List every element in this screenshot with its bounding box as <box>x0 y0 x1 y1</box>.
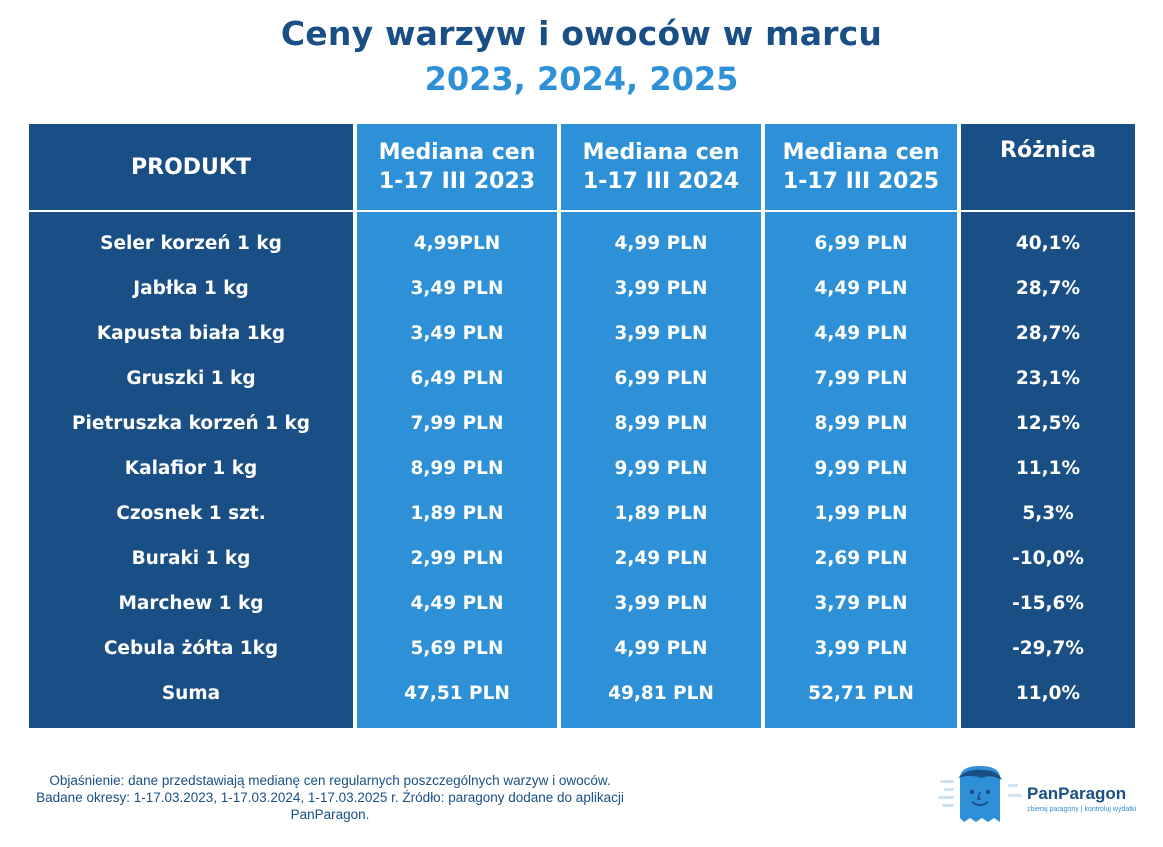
cell-diff: 11,1% <box>1015 458 1081 479</box>
cell-y2024: 3,99 PLN <box>614 278 708 299</box>
logo-tagline: zbieraj paragony | kontroluj wydatki <box>1027 806 1137 813</box>
header-2024-label: Mediana cen 1-17 III 2024 <box>582 140 740 194</box>
cell-product: Kapusta biała 1kg <box>96 323 286 344</box>
cell-y2025: 3,99 PLN <box>814 638 908 659</box>
cell-y2024: 3,99 PLN <box>614 593 708 614</box>
header-2025-label: Mediana cen 1-17 III 2025 <box>782 140 940 194</box>
cell-product: Jabłka 1 kg <box>133 278 249 299</box>
cell-y2024: 2,49 PLN <box>614 548 708 569</box>
cell-y2025: 9,99 PLN <box>814 458 908 479</box>
cell-diff: 12,5% <box>1015 413 1081 434</box>
cell-diff: 11,0% <box>1015 683 1081 704</box>
cell-y2023: 4,49 PLN <box>410 593 504 614</box>
column-diff <box>961 212 1135 728</box>
cell-y2023: 1,89 PLN <box>410 503 504 524</box>
cell-diff: 28,7% <box>1015 278 1081 299</box>
cell-product: Suma <box>161 683 221 704</box>
cell-product: Gruszki 1 kg <box>126 368 256 389</box>
cell-y2025: 1,99 PLN <box>814 503 908 524</box>
cell-diff: 28,7% <box>1015 323 1081 344</box>
header-diff <box>961 124 1135 210</box>
cell-diff: 5,3% <box>1022 503 1074 524</box>
cell-product: Buraki 1 kg <box>131 548 251 569</box>
cell-diff: -10,0% <box>1012 548 1084 569</box>
header-2024 <box>561 124 761 210</box>
cell-y2023: 5,69 PLN <box>410 638 504 659</box>
cell-y2024: 1,89 PLN <box>614 503 708 524</box>
cell-y2025: 4,49 PLN <box>814 323 908 344</box>
column-2024 <box>561 212 761 728</box>
cell-y2024: 6,99 PLN <box>614 368 708 389</box>
cell-y2023: 3,49 PLN <box>410 323 504 344</box>
cell-y2024: 4,99 PLN <box>614 233 708 254</box>
header-product-label: PRODUKT <box>131 154 251 180</box>
cell-y2024: 9,99 PLN <box>614 458 708 479</box>
cell-y2025: 2,69 PLN <box>814 548 908 569</box>
cell-y2023: 7,99 PLN <box>410 413 504 434</box>
page-subtitle: 2023, 2024, 2025 <box>424 60 739 98</box>
cell-product: Seler korzeń 1 kg <box>100 233 282 254</box>
header-2023 <box>357 124 557 210</box>
cell-y2024: 49,81 PLN <box>608 683 714 704</box>
header-product <box>29 124 353 210</box>
cell-y2023: 3,49 PLN <box>410 278 504 299</box>
column-2023 <box>357 212 557 728</box>
cell-y2023: 4,99PLN <box>413 233 501 254</box>
cell-y2025: 8,99 PLN <box>814 413 908 434</box>
cell-y2024: 8,99 PLN <box>614 413 708 434</box>
cell-product: Pietruszka korzeń 1 kg <box>71 413 311 434</box>
header-2023-label: Mediana cen 1-17 III 2023 <box>378 140 536 194</box>
cell-y2023: 47,51 PLN <box>404 683 510 704</box>
cell-y2025: 7,99 PLN <box>814 368 908 389</box>
header-2025 <box>765 124 957 210</box>
logo-name: PanParagon <box>1027 784 1127 803</box>
cell-product: Czosnek 1 szt. <box>116 503 266 524</box>
cell-y2025: 6,99 PLN <box>814 233 908 254</box>
column-product <box>29 212 353 728</box>
header-diff-label: Różnica <box>1000 138 1096 163</box>
column-2025 <box>765 212 957 728</box>
cell-diff: -15,6% <box>1012 593 1084 614</box>
cell-product: Kalafior 1 kg <box>124 458 258 479</box>
cell-y2023: 8,99 PLN <box>410 458 504 479</box>
cell-diff: 40,1% <box>1015 233 1081 254</box>
cell-y2024: 3,99 PLN <box>614 323 708 344</box>
cell-y2025: 52,71 PLN <box>808 683 914 704</box>
footnote: Objaśnienie: dane przedstawiają medianę cen regularnych poszczególnych warzyw i owoców. Badane okresy: 1-17.03.2023, 1-17.03.2024, 1-17.03.2025 r. Źródło: paragony dodane do aplikacji PanParagon. <box>36 773 624 822</box>
cell-y2025: 3,79 PLN <box>814 593 908 614</box>
cell-diff: 23,1% <box>1015 368 1081 389</box>
cell-y2024: 4,99 PLN <box>614 638 708 659</box>
cell-product: Marchew 1 kg <box>118 593 264 614</box>
cell-product: Cebula żółta 1kg <box>103 638 279 659</box>
cell-y2025: 4,49 PLN <box>814 278 908 299</box>
cell-y2023: 2,99 PLN <box>410 548 504 569</box>
cell-diff: -29,7% <box>1012 638 1084 659</box>
cell-y2023: 6,49 PLN <box>410 368 504 389</box>
page-title: Ceny warzyw i owoców w marcu <box>280 14 883 53</box>
